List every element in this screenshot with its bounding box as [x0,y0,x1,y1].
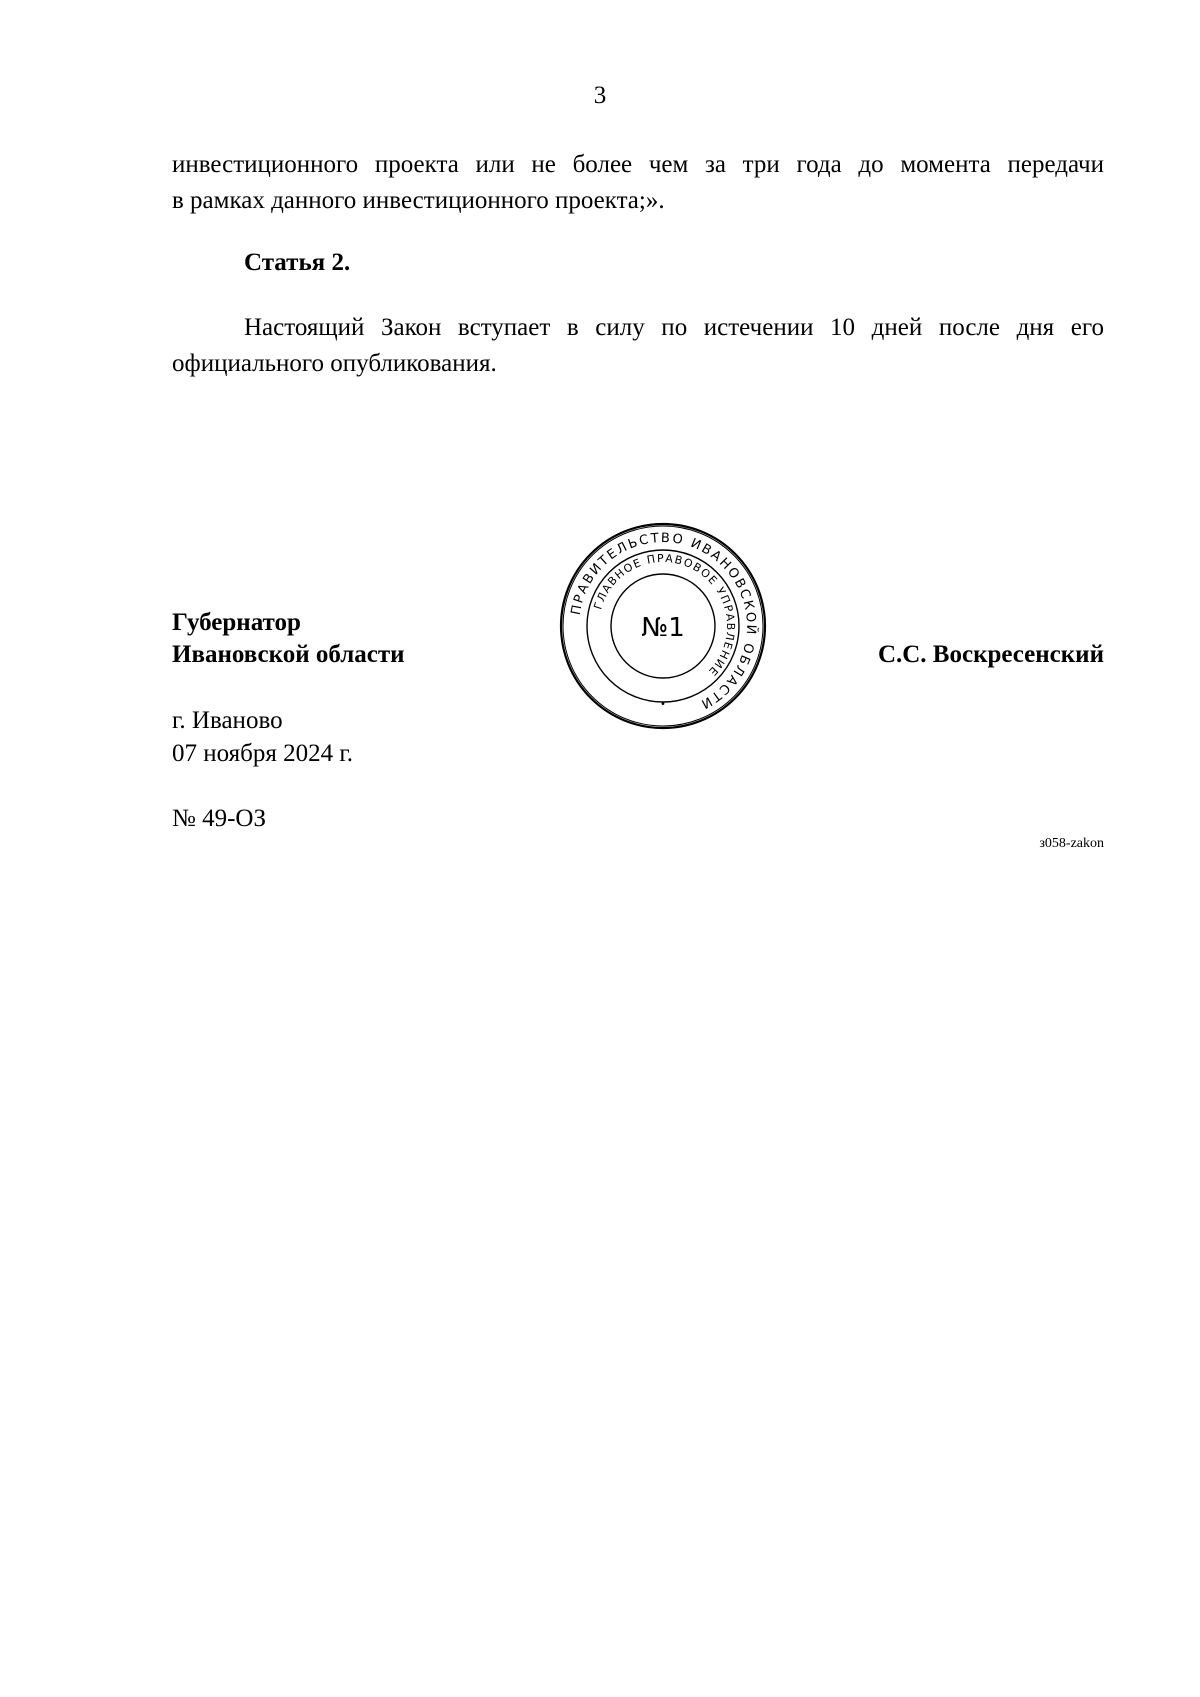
stamp-center-text: №1 [641,613,685,643]
article-text-line: официального опубликования. [172,350,497,377]
stamp-inner-text: ГЛАВНОЕ ПРАВОВОЕ УПРАВЛЕНИЕ [591,551,738,679]
body-text-line: в рамках данного инвестиционного проекта;». [172,187,665,214]
stamp-star-icon: • [660,699,666,710]
stamp-outer-text: ПРАВИТЕЛЬСТВО ИВАНОВСКОЙ ОБЛАСТИ [568,530,759,712]
signatory-position: Губернатор [172,609,301,636]
document-date: 07 ноября 2024 г. [172,740,354,767]
page-number: 3 [593,82,607,109]
signatory-name: С.С. Воскресенский [877,641,1104,668]
signatory-position: Ивановской области [172,641,405,668]
body-text-line: инвестиционного проекта или не более чем за три года до момента передачи [172,151,1104,178]
official-stamp [557,520,769,732]
article-text-line: Настоящий Закон вступает в силу по истечении 10 дней после дня его [244,314,1104,341]
document-code: з058-zakon [1039,836,1104,851]
document-city: г. Иваново [172,707,283,734]
document-number: № 49-ОЗ [172,805,267,832]
article-heading: Статья 2. [244,249,351,276]
